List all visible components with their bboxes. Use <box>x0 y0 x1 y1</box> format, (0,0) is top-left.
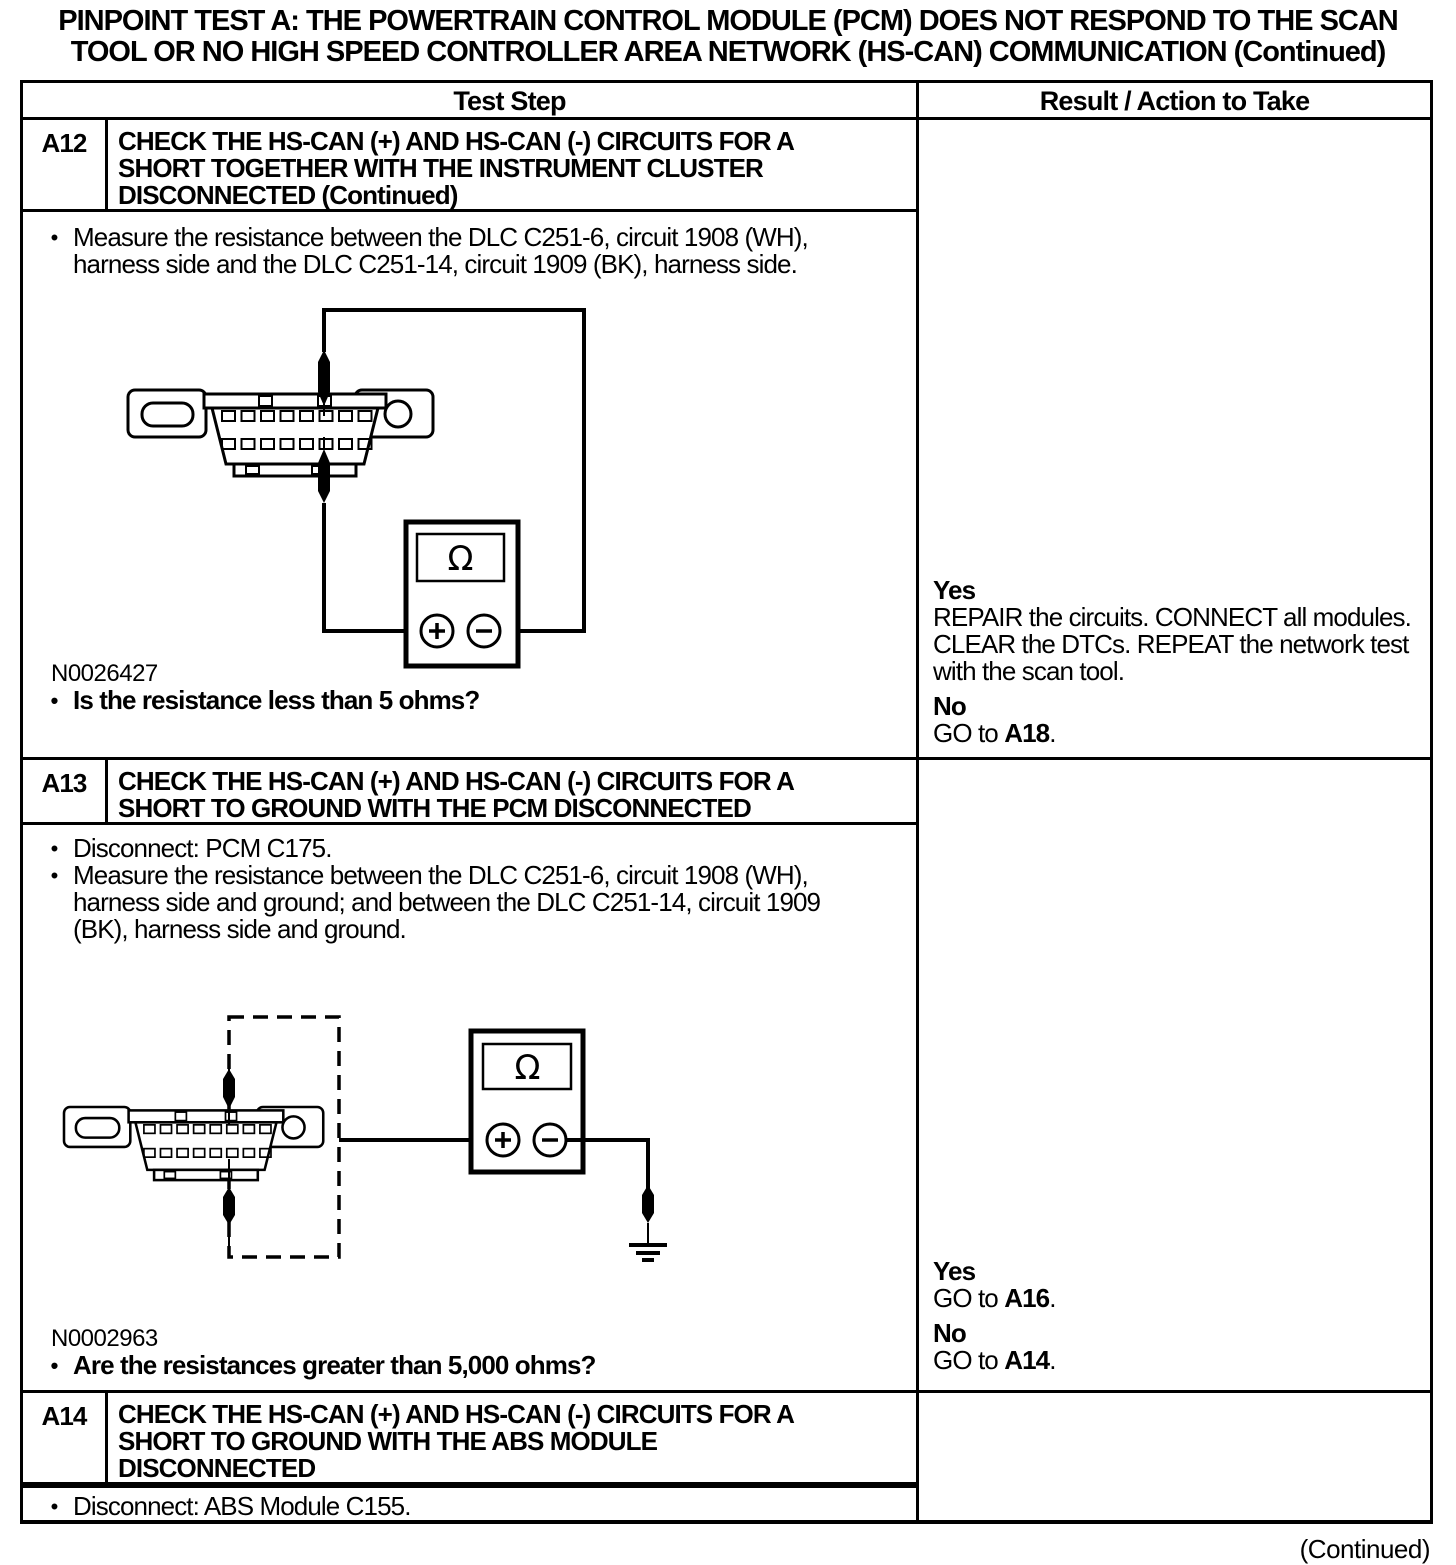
step-a12-body <box>22 211 918 759</box>
go-to-step-ref: A14 <box>1004 1345 1050 1375</box>
test-step-column-header: Test Step <box>22 82 918 119</box>
ohmmeter-icon <box>406 522 518 666</box>
step-a13-title-row <box>22 759 1432 824</box>
bullet-icon: • <box>50 1353 58 1378</box>
ohm-symbol: Ω <box>447 539 473 579</box>
figure-label: N0026427 <box>51 660 158 687</box>
ohm-symbol: Ω <box>514 1048 540 1088</box>
result-no-action: GO to A18. <box>933 718 1056 748</box>
step-a14-title: CHECK THE HS-CAN (+) AND HS-CAN (-) CIRCUITS FOR A SHORT TO GROUND WITH THE ABS MODULE DISCONNECTED <box>107 1392 918 1486</box>
bullet-icon: • <box>50 688 58 713</box>
test-probe-icon <box>223 1187 235 1225</box>
go-to-step-ref: A16 <box>1004 1283 1050 1313</box>
step-a12-title: CHECK THE HS-CAN (+) AND HS-CAN (-) CIRCUITS FOR A SHORT TOGETHER WITH THE INSTRUMENT CLUSTER DISCONNECTED (Continued) <box>107 119 918 211</box>
result-no-label: No <box>933 1318 966 1348</box>
list-item <box>35 224 916 278</box>
step-a13-result-cell <box>918 759 1432 1392</box>
dlc-short-to-ground-diagram <box>51 1009 671 1279</box>
ground-symbol-icon <box>629 1245 667 1260</box>
page-title <box>0 6 1456 68</box>
step-a13-title: CHECK THE HS-CAN (+) AND HS-CAN (-) CIRCUITS FOR A SHORT TO GROUND WITH THE PCM DISCONNECTED <box>107 759 918 824</box>
step-a14-result-cell <box>918 1392 1432 1523</box>
figure-label: N0002963 <box>51 1325 158 1352</box>
step-a14-title-row <box>22 1392 1432 1486</box>
result-no-label: No <box>933 691 966 721</box>
service-manual-page <box>0 5 1456 1564</box>
question-text: Is the resistance less than 5 ohms? <box>73 685 480 715</box>
instruction-text: Measure the resistance between the DLC C251-6, circuit 1908 (WH), harness side and the DLC C251-14, circuit 1909 (BK), harness side. <box>73 222 808 279</box>
dlc-resistance-diagram <box>51 302 611 674</box>
step-a12-id: A12 <box>22 119 107 211</box>
question-text: Are the resistances greater than 5,000 ohms? <box>73 1350 596 1380</box>
list-item <box>35 862 916 943</box>
bullet-icon: • <box>50 836 58 861</box>
test-probe-icon <box>223 1069 235 1109</box>
result-yes-label: Yes <box>933 1256 976 1286</box>
step-a13-result-text <box>933 1258 1422 1374</box>
page-title-line-2: TOOL OR NO HIGH SPEED CONTROLLER AREA NETWORK (HS-CAN) COMMUNICATION (Continued) <box>70 36 1386 68</box>
result-yes-action: GO to A16. <box>933 1283 1056 1313</box>
result-column-header: Result / Action to Take <box>918 82 1432 119</box>
result-yes-action: REPAIR the circuits. CONNECT all modules. CLEAR the DTCs. REPEAT the network test with the scan tool. <box>933 602 1411 686</box>
dlc-connector-icon <box>64 1107 323 1180</box>
instruction-text: Disconnect: PCM C175. <box>73 833 332 863</box>
pinpoint-test-table <box>20 80 1433 1524</box>
step-question <box>35 687 916 714</box>
table-header-row <box>22 82 1432 119</box>
ohmmeter-icon <box>471 1031 583 1172</box>
go-to-step-ref: A18 <box>1004 718 1050 748</box>
step-a13-body <box>22 824 918 1392</box>
step-a14-body <box>22 1485 918 1522</box>
step-a14-id: A14 <box>22 1392 107 1486</box>
step-a12-result-text <box>933 577 1422 747</box>
step-a12-result-cell <box>918 119 1432 759</box>
step-question <box>35 1352 916 1379</box>
step-a12-title-row <box>22 119 1432 211</box>
page-title-line-1: PINPOINT TEST A: THE POWERTRAIN CONTROL MODULE (PCM) DOES NOT RESPOND TO THE SCAN <box>58 5 1398 37</box>
bullet-icon: • <box>50 863 58 888</box>
result-no-action: GO to A14. <box>933 1345 1056 1375</box>
instruction-text: Measure the resistance between the DLC C251-6, circuit 1908 (WH), harness side and ground; and between the DLC C251-14, circuit 1909 (BK), harness side and ground. <box>73 860 821 944</box>
list-item <box>35 835 916 862</box>
list-item <box>35 1493 916 1520</box>
bullet-icon: • <box>50 225 58 250</box>
step-a13-id: A13 <box>22 759 107 824</box>
continued-note: (Continued) <box>1299 1534 1430 1564</box>
result-yes-label: Yes <box>933 575 976 605</box>
dlc-connector-icon <box>128 390 433 476</box>
bullet-icon: • <box>50 1494 58 1519</box>
instruction-text: Disconnect: ABS Module C155. <box>73 1491 411 1521</box>
test-probe-icon <box>642 1185 654 1223</box>
